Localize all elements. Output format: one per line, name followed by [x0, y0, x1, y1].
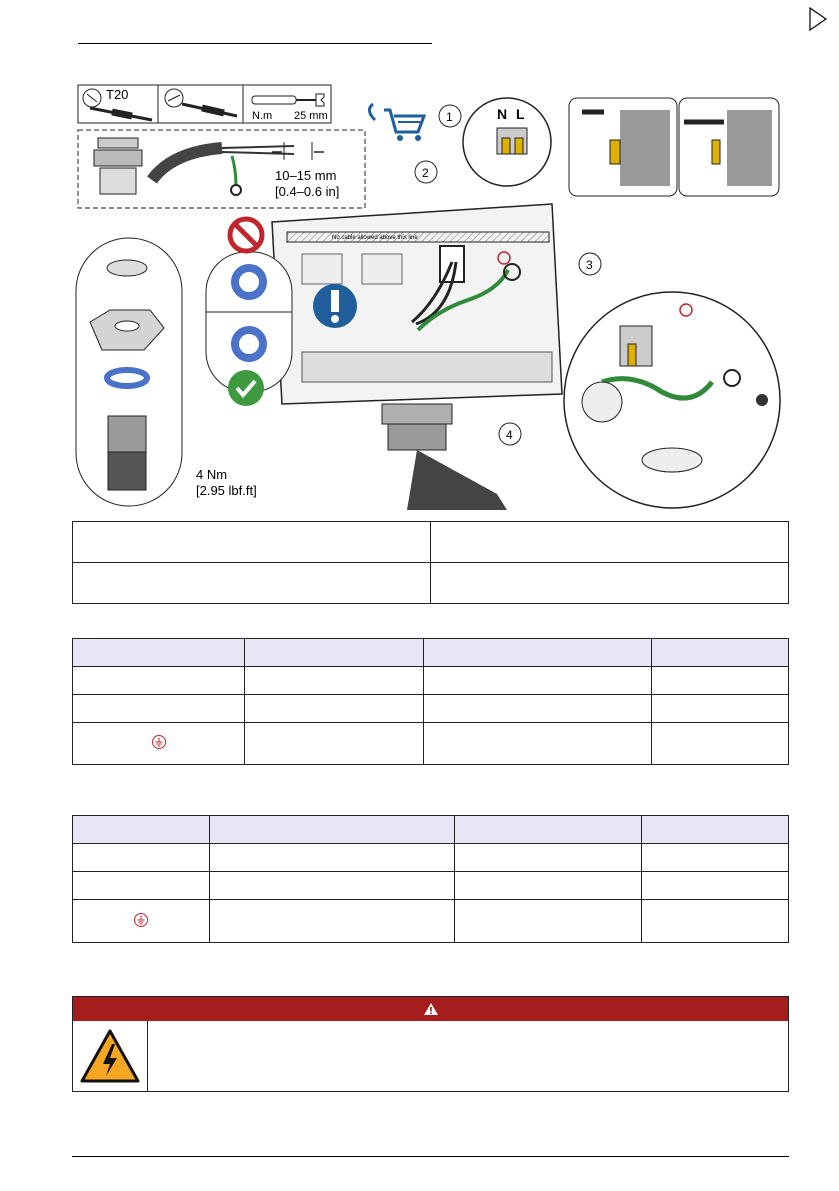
- footer-rule: [72, 1156, 789, 1157]
- table-cell: [210, 872, 455, 900]
- wiring-illustration: [72, 82, 787, 510]
- table-cell: [642, 900, 789, 943]
- table-cell: [642, 872, 789, 900]
- table-cell: [245, 695, 424, 723]
- table-cell: [424, 695, 652, 723]
- table-cell: [455, 844, 642, 872]
- table-header: [455, 816, 642, 844]
- wiring-table-2: [72, 815, 789, 943]
- cable-gland-icon: [94, 138, 142, 194]
- table-cell: [245, 723, 424, 765]
- torx-label: T20: [106, 87, 129, 102]
- wrench-size: 25 mm: [294, 110, 328, 122]
- table-row: [73, 844, 789, 872]
- table-cell: [455, 900, 642, 943]
- ground-cell: [73, 723, 245, 765]
- legend-cell: [73, 522, 431, 563]
- page-corner-mark: [806, 6, 830, 32]
- table-row: [73, 723, 789, 765]
- electrical-hazard-icon: [79, 1028, 141, 1084]
- gland-exploded-view: [76, 238, 182, 506]
- table-header: [245, 639, 424, 667]
- table-cell: [73, 695, 245, 723]
- terminal-inset: [463, 98, 551, 186]
- table-header: [73, 639, 245, 667]
- callout-3: 3: [586, 258, 593, 272]
- table-row: [73, 667, 789, 695]
- header-rule: [78, 43, 432, 44]
- check-icon: [228, 370, 264, 406]
- table-header: [210, 816, 455, 844]
- table-cell: [210, 844, 455, 872]
- callout-2: 2: [422, 166, 429, 180]
- torque-metric: 4 Nm: [196, 467, 228, 482]
- table-cell: [73, 667, 245, 695]
- table-cell: [652, 723, 789, 765]
- table-header: [652, 639, 789, 667]
- legend-cell: [431, 563, 789, 604]
- table-cell: [73, 872, 210, 900]
- table-cell: [245, 667, 424, 695]
- strip-length-metric: 10–15 mm: [275, 168, 337, 183]
- wiring-table-1: [72, 638, 789, 765]
- push-terminal-steps: [569, 98, 779, 196]
- table-cell: [424, 723, 652, 765]
- strip-length-imperial: [0.4–0.6 in]: [275, 184, 340, 199]
- table-cell: [210, 900, 455, 943]
- table-cell: [652, 695, 789, 723]
- table-row: [73, 900, 789, 943]
- table-cell: [424, 667, 652, 695]
- table-header: [424, 639, 652, 667]
- legend-cell: [73, 563, 431, 604]
- table-row: [73, 872, 789, 900]
- shopping-cart-icon: [369, 104, 424, 141]
- table-cell: [73, 844, 210, 872]
- warning-text: [148, 1021, 788, 1091]
- ground-symbol-icon: [151, 734, 167, 750]
- table-cell: [455, 872, 642, 900]
- torque-unit: N.m: [252, 110, 273, 122]
- callout-1: 1: [446, 110, 453, 124]
- callout-legend-table: [72, 521, 789, 604]
- ground-cell: [73, 900, 210, 943]
- table-cell: [642, 844, 789, 872]
- info-icon: [313, 284, 357, 328]
- ground-inset: [564, 292, 780, 508]
- table-row: [73, 695, 789, 723]
- tools-strip: [78, 85, 331, 123]
- mounted-gland: [382, 404, 507, 510]
- enclosure-note: No cable allowed above this line: [332, 235, 418, 241]
- callout-4: 4: [506, 428, 513, 442]
- terminal-live: L: [516, 106, 525, 122]
- torque-imperial: [2.95 lbf.ft]: [196, 483, 257, 498]
- legend-cell: [431, 522, 789, 563]
- table-header: [73, 816, 210, 844]
- warning-triangle-icon: [423, 1002, 439, 1016]
- warning-icon-cell: [73, 1021, 148, 1091]
- table-header: [642, 816, 789, 844]
- table-cell: [652, 667, 789, 695]
- ground-symbol-icon: [133, 912, 149, 928]
- terminal-neutral: N: [497, 106, 508, 122]
- warning-header: [73, 997, 788, 1021]
- warning-box: [72, 996, 789, 1092]
